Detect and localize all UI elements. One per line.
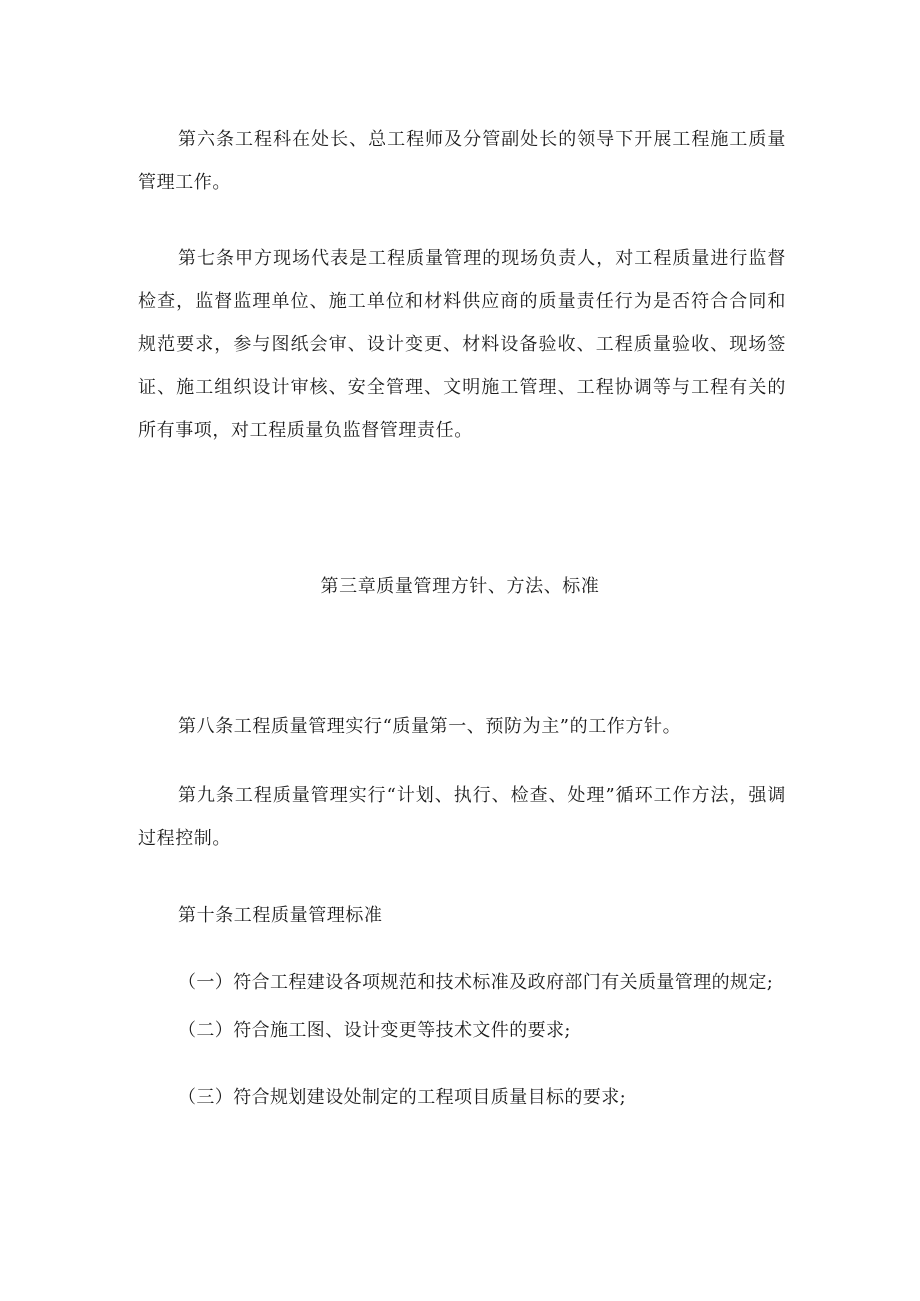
standard-item-2: （二）符合施工图、设计变更等技术文件的要求;	[178, 1020, 571, 1041]
article-10-heading: 第十条工程质量管理标准	[178, 905, 383, 926]
article-8-paragraph: 第八条工程质量管理实行“质量第一、预防为主”的工作方针。	[178, 716, 682, 737]
standard-item-3: （三）符合规划建设处制定的工程项目质量目标的要求;	[178, 1087, 627, 1108]
article-7-paragraph: 第七条甲方现场代表是工程质量管理的现场负责人，对工程质量进行监督检查，监督监理单位、施工单位和材料供应商的质量责任行为是否符合合同和规范要求，参与图纸会审、设计变更、材料设备验收、工程质量验收、现场签证、施工组织设计审核、安全管理、文明施工管理、工程协调等与工程有关的所有事项，对工程质量负监督管理责任。	[138, 248, 786, 441]
chapter-3-heading: 第三章质量管理方针、方法、标准	[320, 576, 600, 597]
article-6-paragraph: 第六条工程科在处长、总工程师及分管副处长的领导下开展工程施工质量管理工作。	[138, 129, 786, 193]
standard-item-1: （一）符合工程建设各项规范和技术标准及政府部门有关质量管理的规定;	[178, 972, 774, 993]
article-9-paragraph: 第九条工程质量管理实行“计划、执行、检查、处理”循环工作方法，强调过程控制。	[138, 785, 786, 849]
